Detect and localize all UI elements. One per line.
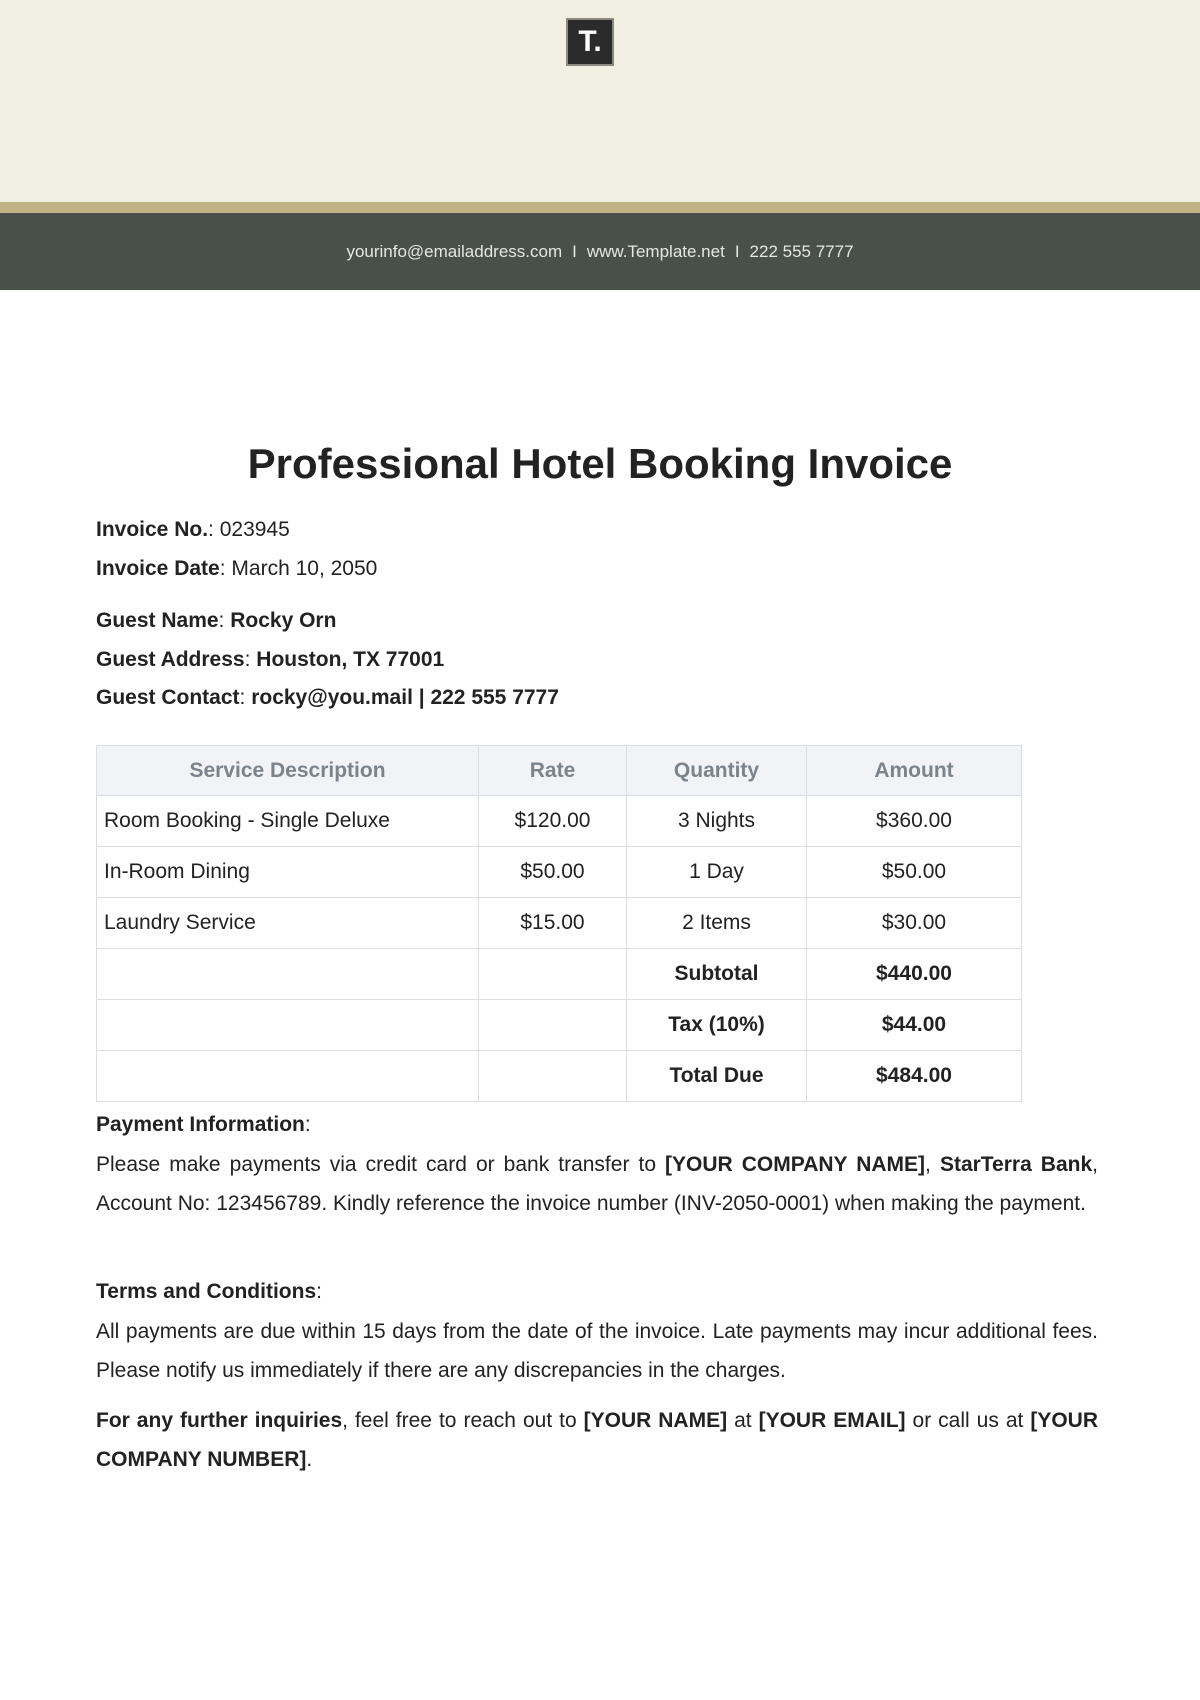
bold-text: [YOUR EMAIL]	[758, 1409, 906, 1432]
header-banner	[0, 0, 1200, 202]
header-phone: 222 555 7777	[749, 241, 854, 261]
table-row	[97, 796, 1022, 847]
cell: 3 Nights	[627, 796, 807, 847]
guest-address	[96, 648, 444, 672]
header-cell: Rate	[479, 746, 627, 796]
value: rocky@you.mail | 222 555 7777	[251, 686, 559, 709]
bank-name: StarTerra Bank	[939, 1153, 1093, 1176]
contact-bar	[0, 213, 1200, 290]
logo	[566, 18, 614, 66]
label: Guest Contact	[96, 686, 240, 709]
cell: Room Booking - Single Deluxe	[97, 796, 479, 847]
text: , Account No: 123456789. Kindly reference the invoice number (INV-2050-0001) when making the payment.	[96, 1153, 1099, 1215]
text: Please make payments via credit card or bank transfer to	[96, 1153, 666, 1176]
label: Invoice No.	[96, 518, 209, 541]
label: Invoice Date	[96, 557, 220, 580]
value: March 10, 2050	[231, 557, 378, 580]
label: Guest Address	[96, 648, 245, 671]
colon: :	[316, 1280, 322, 1303]
text: , feel free to reach out to	[342, 1409, 584, 1432]
empty-cell	[97, 1051, 479, 1102]
terms-text: All payments are due within 15 days from the date of the invoice. Late payments may incur additional fees. Please notify us immediately if there are any discrepancies in the charges.	[96, 1320, 1098, 1382]
empty-cell	[97, 1000, 479, 1051]
header-website: www.Template.net	[586, 241, 725, 261]
colon: :	[219, 557, 226, 580]
header-email: yourinfo@emailaddress.com	[346, 241, 563, 261]
gold-divider	[0, 202, 1200, 213]
guest-contact	[96, 686, 559, 710]
terms-heading	[96, 1272, 1098, 1311]
total-label: Total Due	[627, 1051, 807, 1102]
total-value: $440.00	[807, 949, 1022, 1000]
total-value: $44.00	[807, 1000, 1022, 1051]
text: or call us at	[905, 1409, 1031, 1432]
cell: $50.00	[479, 847, 627, 898]
value: 023945	[219, 518, 290, 541]
empty-cell	[479, 1000, 627, 1051]
cell: $360.00	[807, 796, 1022, 847]
heading: Terms and Conditions	[96, 1280, 317, 1303]
bold-text: For any further inquiries	[96, 1409, 343, 1432]
header-cell: Service Description	[97, 746, 479, 796]
label: Guest Name	[96, 609, 219, 632]
cell: $50.00	[807, 847, 1022, 898]
value: Rocky Orn	[230, 609, 337, 632]
table-row	[97, 898, 1022, 949]
text: ,	[925, 1153, 940, 1176]
separator: I	[734, 241, 740, 261]
text: .	[306, 1448, 313, 1471]
colon: :	[304, 1113, 311, 1136]
empty-cell	[479, 1051, 627, 1102]
header-cell: Amount	[807, 746, 1022, 796]
page-title: Professional Hotel Booking Invoice	[247, 440, 953, 487]
heading: Payment Information	[96, 1113, 305, 1136]
subtotal-row	[97, 949, 1022, 1000]
cell: 1 Day	[627, 847, 807, 898]
colon: :	[208, 518, 214, 541]
total-label: Tax (10%)	[627, 1000, 807, 1051]
colon: :	[244, 648, 251, 671]
cell: 2 Items	[627, 898, 807, 949]
bold-text: [YOUR COMPANY NUMBER]	[96, 1409, 1098, 1471]
empty-cell	[97, 949, 479, 1000]
inquiries-text	[96, 1401, 1098, 1479]
invoice-table	[96, 745, 1022, 1102]
total-value: $484.00	[807, 1051, 1022, 1102]
company-name: [YOUR COMPANY NAME]	[665, 1153, 926, 1176]
invoice-number	[96, 518, 290, 542]
logo-text: T.	[578, 25, 602, 58]
cell: $15.00	[479, 898, 627, 949]
value: Houston, TX 77001	[256, 648, 445, 671]
cell: $30.00	[807, 898, 1022, 949]
header-cell: Quantity	[627, 746, 807, 796]
payment-text	[96, 1145, 1098, 1223]
colon: :	[218, 609, 225, 632]
payment-heading	[96, 1105, 1098, 1144]
table-row	[97, 847, 1022, 898]
table-header	[97, 746, 1022, 796]
guest-name	[96, 609, 336, 633]
cell: In-Room Dining	[97, 847, 479, 898]
invoice-date	[96, 557, 377, 581]
colon: :	[239, 686, 246, 709]
empty-cell	[479, 949, 627, 1000]
cell: $120.00	[479, 796, 627, 847]
tax-row	[97, 1000, 1022, 1051]
text: at	[727, 1409, 759, 1432]
bold-text: [YOUR NAME]	[583, 1409, 728, 1432]
total-due-row	[97, 1051, 1022, 1102]
separator: I	[572, 241, 577, 261]
cell: Laundry Service	[97, 898, 479, 949]
total-label: Subtotal	[627, 949, 807, 1000]
